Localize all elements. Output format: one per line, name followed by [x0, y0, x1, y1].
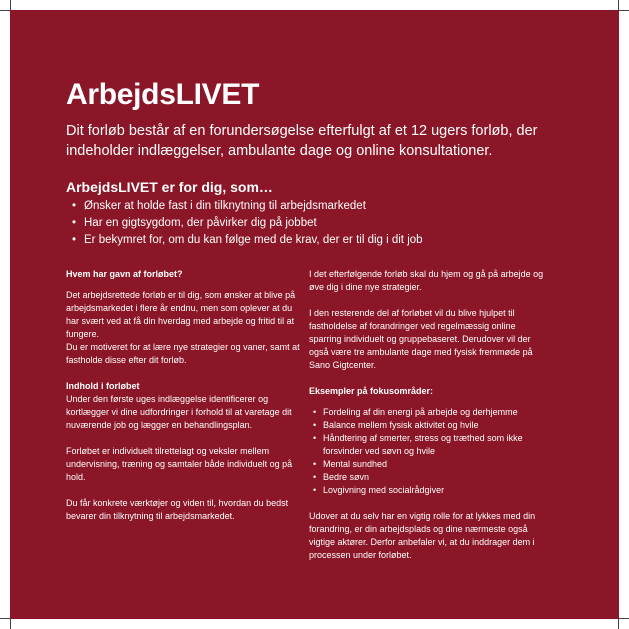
content-heading: Indhold i forløbet: [66, 381, 140, 391]
for-you-list: [66, 198, 423, 249]
benefit-paragraph: Du er motiveret for at lære nye strategier og vaner, samt at fastholde disse efter dit forløb.: [66, 342, 300, 365]
crop-mark: [618, 619, 619, 629]
crop-mark: [618, 0, 619, 10]
crop-mark: [10, 619, 11, 629]
content-paragraph: Du får konkrete værktøjer og viden til, hvordan du bedst bevarer din tilknytning til arbejdsmarkedet.: [66, 498, 289, 521]
content-paragraph: Forløbet er individuelt tilrettelagt og veksler mellem undervisning, træning og samtaler både individuelt og på hold.: [66, 446, 293, 482]
crop-mark: [0, 618, 10, 619]
list-item: • Har en gigtsygdom, der påvirker dig på jobbet: [66, 215, 423, 232]
list-item: • Ønsker at holde fast i din tilknytning til arbejdsmarkedet: [66, 198, 423, 215]
focus-heading: Eksempler på fokusområder:: [309, 386, 434, 396]
page-title: ArbejdsLIVET: [66, 78, 260, 111]
followup-paragraph: I den resterende del af forløbet vil du blive hjulpet til fastholdelse af forandringer ved regelmæssig online sparring individuelt og gruppebaseret. Derudover vil der også være tre ambulante dage med fysisk fremmøde på Sano Gigtcenter.: [309, 308, 533, 370]
list-item: • Håndtering af smerter, stress og træthed som ikke forsvinder ved søvn og hvile: [309, 432, 549, 458]
content-paragraph: Under den første uges indlæggelse identificerer og kortlægger vi dine udfordringer i forhold til at varetage dit nuværende job og lægger en behandlingsplan.: [66, 394, 292, 430]
benefit-heading: Hvem har gavn af forløbet?: [66, 269, 183, 279]
crop-mark: [619, 10, 629, 11]
intro-text: Dit forløb består af en forundersøgelse efterfulgt af et 12 ugers forløb, der indeholder indlæggelser, ambulante dage og online konsultationer.: [66, 123, 538, 159]
crop-mark: [619, 618, 629, 619]
crop-mark: [10, 0, 11, 10]
left-column: [66, 268, 301, 523]
followup-paragraph: I det efterfølgende forløb skal du hjem og gå på arbejde og øve dig i dine nye strategier.: [309, 269, 544, 292]
list-item: • Mental sundhed: [309, 458, 549, 471]
list-item: • Lovgivning med socialrådgiver: [309, 484, 549, 497]
focus-list: [309, 406, 549, 497]
list-item: • Fordeling af din energi på arbejde og derhjemme: [309, 406, 549, 419]
for-you-heading: ArbejdsLIVET er for dig, som…: [66, 179, 273, 195]
closing-paragraph: Udover at du selv har en vigtig rolle for at lykkes med din forandring, er din arbejdsplads og dine nærmeste også vigtige aktører. Derfor anbefaler vi, at du inddrager dem i processen under forløbet.: [309, 511, 536, 560]
right-column: [309, 268, 549, 562]
list-item: • Er bekymret for, om du kan følge med de krav, der er til dig i dit job: [66, 232, 423, 249]
list-item: • Balance mellem fysisk aktivitet og hvile: [309, 419, 549, 432]
crop-mark: [0, 10, 10, 11]
list-item: • Bedre søvn: [309, 471, 549, 484]
benefit-paragraph: Det arbejdsrettede forløb er til dig, som ønsker at blive på arbejdsmarkedet i flere år endnu, men som oplever at du har svært ved at få din hverdag med arbejde og fritid til at fungere.: [66, 290, 296, 339]
